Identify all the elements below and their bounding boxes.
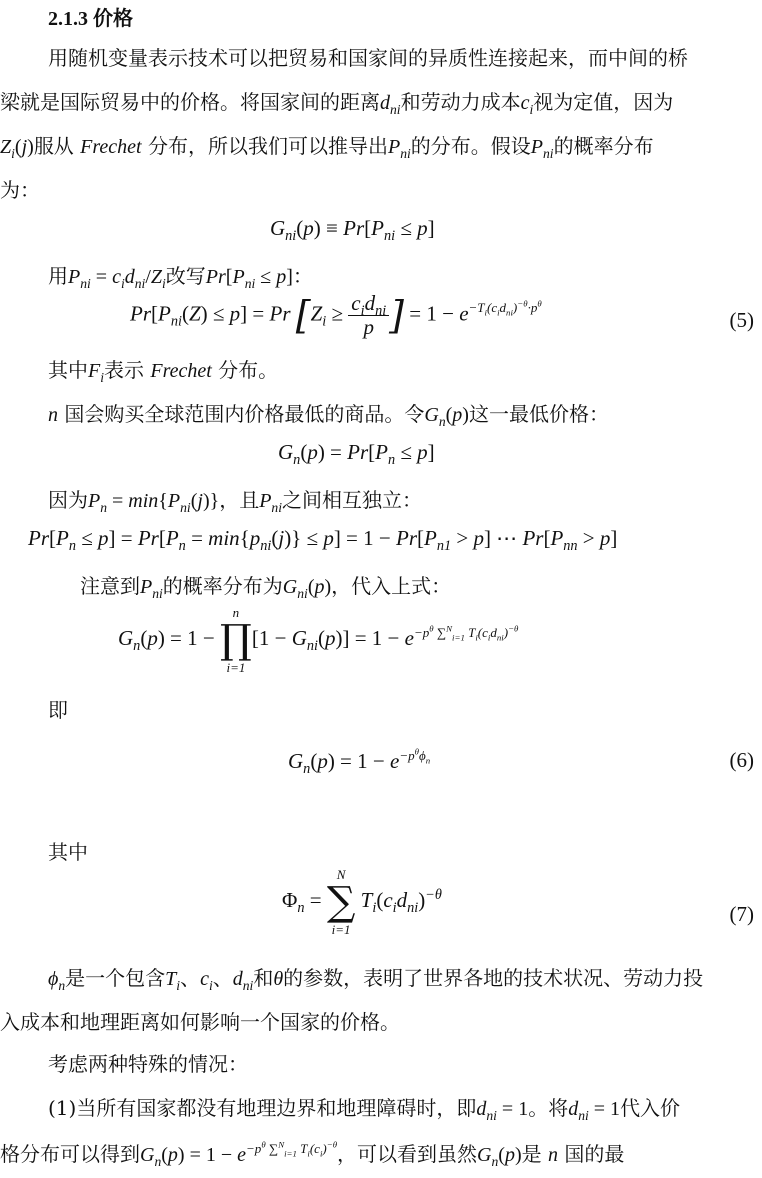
para1-line1: 用随机变量表示技术可以把贸易和国家间的异质性连接起来，而中间的桥 bbox=[48, 46, 688, 70]
para1-line4: 为： bbox=[0, 178, 40, 202]
equation-7: $\Phi_n$ = N ∑ i=1 $T_i(c_id_{ni})^{-\theta}$ bbox=[282, 867, 442, 937]
para1-line2: 梁就是国际贸易中的价格。将国家间的距离$d_{ni}$和劳动力成本$c_i$视为定值，因为 bbox=[0, 90, 674, 117]
equation-gn-definition: $G_n(p) = Pr[P_n \le p]$ bbox=[278, 440, 435, 469]
para7-line2: 入成本和地理距离如何影响一个国家的价格。 bbox=[0, 1010, 400, 1034]
equation-5-number: (5) bbox=[729, 308, 754, 332]
section-heading: 2.1.3 价格 bbox=[48, 8, 133, 30]
equation-6-number: (6) bbox=[729, 748, 754, 772]
equation-gni-definition: $G_{ni}(p) \equiv Pr[P_{ni} \le p]$ bbox=[270, 216, 435, 245]
para8-line: 考虑两种特殊的情况： bbox=[48, 1052, 248, 1076]
ji-label: 即 bbox=[48, 698, 68, 722]
para4-line: n 国会购买全球范围内价格最低的商品。令$G_n(p)$这一最低价格： bbox=[48, 402, 609, 429]
equation-6: $G_n(p) = 1 - e^{-p^\theta\phi_n}$ bbox=[288, 746, 431, 778]
para1-line3: $Z_i(j)$服从 Frechet 分布，所以我们可以推导出$P_{ni}$的分布。假设$P_{ni}$的概率分布 bbox=[0, 134, 654, 161]
para9-line1: (1)当所有国家都没有地理边界和地理障碍时，即$d_{ni} = 1$。将$d_{ni} = 1$代入价 bbox=[48, 1096, 681, 1123]
para3-line: 其中$F_i$表示 Frechet 分布。 bbox=[48, 358, 279, 385]
equation-7-number: (7) bbox=[729, 902, 754, 926]
equation-5: $Pr[P_{ni}(Z) \le p] = Pr$ [$Z_i$ ≥ $\frac{c_id_{ni}}{p}$ ] = $1 - e^{-T_i(c_id_{ni})^{-\theta}\cdot p^\theta}$ bbox=[130, 291, 542, 340]
para7-line1: $\phi_n$是一个包含$T_i$、$c_i$、$d_{ni}$和θ的参数，表明了世界各地的技术状况、劳动力投 bbox=[48, 966, 704, 993]
para6-line: 注意到$P_{ni}$的概率分布为$G_{ni}(p)$，代入上式： bbox=[80, 574, 452, 601]
para2-line: 用$P_{ni} = c_id_{ni}/Z_i$改写$Pr[P_{ni} \le p]$： bbox=[48, 264, 313, 291]
para5-line: 因为$P_n = \min\{P_{ni}(j)\}$，且$P_{ni}$之间相互独立： bbox=[48, 488, 422, 515]
equation-min-probability: $Pr[P_n \le p] = Pr[P_n = \min\{p_{ni}(j)\} \le p] = 1 - Pr[P_{n1} > p]$ ⋯ $Pr[P_{nn} > p]$ bbox=[28, 526, 618, 555]
qizhong-label: 其中 bbox=[48, 840, 88, 864]
para9-line2: 格分布可以得到$G_n(p) = 1 - e^{-p^\theta \sum^N_{i=1} T_i(c_i)^{-\theta}}$，可以看到虽然$G_n(p)$是 n 国的最 bbox=[0, 1140, 625, 1169]
equation-product: $G_n(p) = 1$ − n ∏ i=1 $[1 - G_{ni}(p)] = 1 - e^{-p^\theta \sum^N_{i=1} T_i(c_id_{ni})^{-\theta}}$ bbox=[118, 605, 519, 675]
